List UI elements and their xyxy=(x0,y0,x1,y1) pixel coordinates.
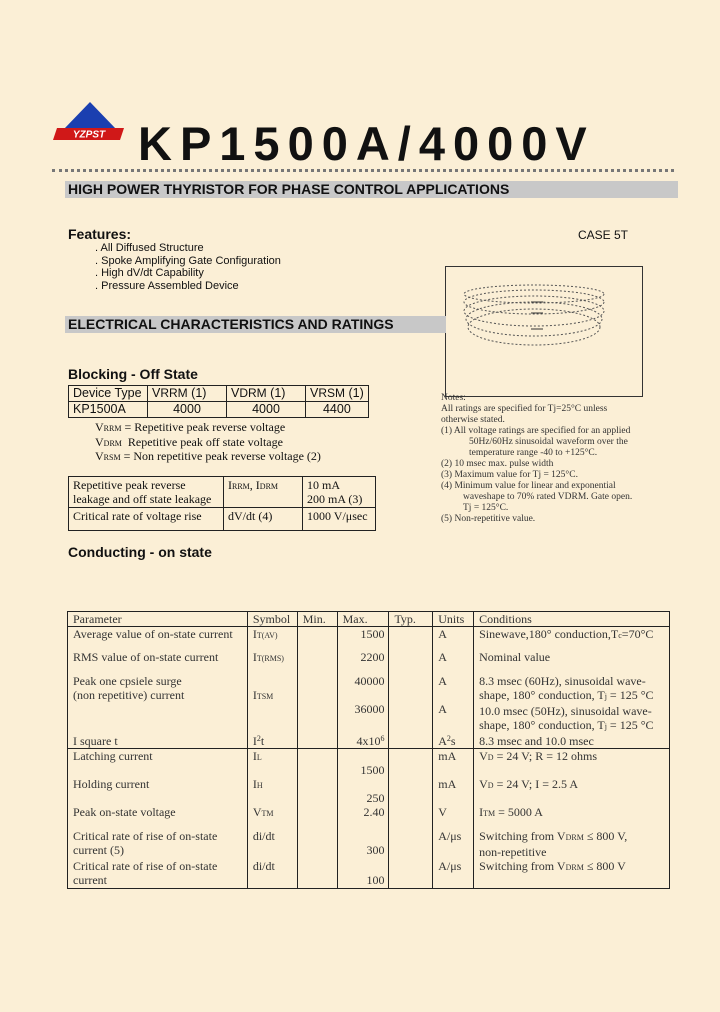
conducting-table xyxy=(67,611,670,889)
unit-cell: A xyxy=(433,627,474,650)
max-cell: 250 xyxy=(337,777,389,805)
param-cell: I square t xyxy=(68,734,248,749)
feature-item: . All Diffused Structure xyxy=(95,242,204,254)
note-line: (3) Maximum value for Tj = 125°C. xyxy=(441,470,578,480)
col-symbol: Symbol xyxy=(247,612,297,627)
device-type-cell: KP1500A xyxy=(69,402,148,418)
unit-cell: mA xyxy=(433,777,474,805)
table-row xyxy=(68,829,670,859)
header-device-type: Device Type xyxy=(69,386,148,402)
note-line: waveshape to 70% rated VDRM. Gate open. xyxy=(463,492,633,502)
unit-cell: A A xyxy=(433,674,474,734)
unit-cell: A xyxy=(433,650,474,674)
table-row xyxy=(68,627,670,650)
electrical-band xyxy=(65,316,446,333)
blocking-table xyxy=(68,385,369,418)
subtitle: HIGH POWER THYRISTOR FOR PHASE CONTROL APPLICATIONS xyxy=(68,181,510,197)
voltage-legend xyxy=(95,421,321,465)
table-row xyxy=(68,734,670,749)
note-line: (5) Non-repetitive value. xyxy=(441,514,536,524)
cond-cell: 8.3 msec (60Hz), sinusoidal wave- shape, 180° conduction, Tj = 125 °C 10.0 msec (50Hz), sinusoidal wave- shape, 180° conduction, Tj = 125 °C xyxy=(474,674,670,734)
leakage-symbol: IRRM, IDRM xyxy=(224,477,303,508)
notes-title: Notes: xyxy=(441,393,466,403)
notes-block xyxy=(441,393,632,525)
param-cell: Latching current xyxy=(68,748,248,777)
table-row xyxy=(68,859,670,889)
param-cell: Peak one cpsiele surge (non repetitive) current xyxy=(68,674,248,734)
param-cell: Average value of on-state current xyxy=(68,627,248,650)
symbol-cell: IT(RMS) xyxy=(247,650,297,674)
legend-line: VRRM = Repetitive peak reverse voltage xyxy=(95,420,286,434)
symbol-cell: IH xyxy=(247,777,297,805)
max-cell: 2200 xyxy=(337,650,389,674)
symbol-cell: IT(AV) xyxy=(247,627,297,650)
leakage-table xyxy=(68,476,376,531)
cond-cell: Switching from VDRM ≤ 800 V xyxy=(474,859,670,889)
feature-item: . Spoke Amplifying Gate Configuration xyxy=(95,254,281,267)
note-line: 50Hz/60Hz sinusoidal waveform over the xyxy=(469,437,628,447)
max-cell: 300 xyxy=(337,829,389,859)
symbol-cell: VTM xyxy=(247,805,297,829)
note-line: (4) Minimum value for linear and exponential xyxy=(441,481,616,491)
thyristor-case-icon xyxy=(446,267,642,396)
unit-cell: A/μs xyxy=(433,859,474,889)
max-cell: 40000 36000 xyxy=(337,674,389,734)
unit-cell: $A^2s$ xyxy=(433,734,474,749)
col-conditions: Conditions xyxy=(474,612,670,627)
param-cell: Critical rate of rise of on-state current xyxy=(68,859,248,889)
blocking-heading: Blocking - Off State xyxy=(68,366,198,382)
symbol-cell: di/dt xyxy=(247,829,297,859)
dvdt-value: 1000 V/μsec xyxy=(307,509,368,523)
note-line: All ratings are specified for Tj=25°C unless xyxy=(441,404,608,414)
cond-cell: Nominal value xyxy=(474,650,670,674)
electrical-heading: ELECTRICAL CHARACTERISTICS AND RATINGS xyxy=(68,316,394,332)
table-row xyxy=(69,477,376,508)
cond-cell: VD = 24 V; I = 2.5 A xyxy=(474,777,670,805)
table-row xyxy=(69,386,369,402)
table-row xyxy=(68,674,670,734)
case-label: CASE 5T xyxy=(578,228,629,242)
param-cell: Holding current xyxy=(68,777,248,805)
conducting-heading: Conducting - on state xyxy=(68,544,212,560)
symbol-cell: IL xyxy=(247,748,297,777)
cond-cell: ITM = 5000 A xyxy=(474,805,670,829)
max-cell: 1500 xyxy=(337,748,389,777)
symbol-cell: ITSM xyxy=(247,674,297,734)
note-line: (2) 10 msec max. pulse width xyxy=(441,459,554,469)
dvdt-param: Critical rate of voltage rise xyxy=(69,508,224,531)
vrrm-cell: 4000 xyxy=(148,402,227,418)
note-line: otherwise stated. xyxy=(441,415,505,425)
company-logo xyxy=(52,100,128,146)
note-line: (1) All voltage ratings are specified for an applied xyxy=(441,426,631,436)
table-row xyxy=(69,402,369,418)
note-line: Tj = 125°C. xyxy=(463,503,509,513)
symbol-cell: $I^2t$ xyxy=(247,734,297,749)
param-cell: RMS value of on-state current xyxy=(68,650,248,674)
feature-item: . Pressure Assembled Device xyxy=(95,279,239,292)
legend-line: VRSM = Non repetitive peak reverse voltage (2) xyxy=(95,449,321,463)
page-title: KP1500A/4000V xyxy=(138,117,595,170)
header-vrrm: VRRM (1) xyxy=(148,386,227,402)
col-typ: Typ. xyxy=(389,612,433,627)
table-header-row xyxy=(68,612,670,627)
table-row xyxy=(69,508,376,531)
note-line: temperature range -40 to +125°C. xyxy=(469,448,598,458)
cond-cell: 8.3 msec and 10.0 msec xyxy=(474,734,670,749)
cond-cell: VD = 24 V; R = 12 ohms xyxy=(474,748,670,777)
logo-triangle-icon xyxy=(52,100,128,146)
features-heading: Features: xyxy=(68,226,132,242)
unit-cell: mA xyxy=(433,748,474,777)
col-units: Units xyxy=(433,612,474,627)
table-row xyxy=(68,748,670,777)
dotted-divider xyxy=(52,169,674,172)
feature-item: . High dV/dt Capability xyxy=(95,267,204,279)
table-row xyxy=(68,777,670,805)
symbol-cell: di/dt xyxy=(247,859,297,889)
table-row xyxy=(68,650,670,674)
max-cell: $4x10^6$ xyxy=(337,734,389,749)
header-vdrm: VDRM (1) xyxy=(227,386,306,402)
max-cell: 100 xyxy=(337,859,389,889)
vrsm-cell: 4400 xyxy=(306,402,369,418)
vdrm-cell: 4000 xyxy=(227,402,306,418)
cond-cell: Sinewave,180° conduction,Tc=70°C xyxy=(474,627,670,650)
unit-cell: A/μs xyxy=(433,829,474,859)
subtitle-band xyxy=(65,181,678,198)
max-cell: 1500 xyxy=(337,627,389,650)
param-cell: Critical rate of rise of on-state current (5) xyxy=(68,829,248,859)
features-list xyxy=(95,242,281,292)
legend-line: VDRM Repetitive peak off state voltage xyxy=(95,434,283,449)
col-parameter: Parameter xyxy=(68,612,248,627)
logo-text: YZPST xyxy=(72,129,106,141)
unit-cell: V xyxy=(433,805,474,829)
table-row xyxy=(68,805,670,829)
max-cell: 2.40 xyxy=(337,805,389,829)
col-min: Min. xyxy=(297,612,337,627)
leakage-value: 10 mA 200 mA (3) xyxy=(307,478,363,506)
leakage-param: Repetitive peak reverse leakage and off state leakage xyxy=(69,477,224,508)
col-max: Max. xyxy=(337,612,389,627)
cond-cell: Switching from VDRM ≤ 800 V, non-repetitive xyxy=(474,829,670,859)
header-vrsm: VRSM (1) xyxy=(306,386,369,402)
case-image xyxy=(445,266,643,397)
dvdt-symbol: dV/dt (4) xyxy=(224,508,303,531)
param-cell: Peak on-state voltage xyxy=(68,805,248,829)
